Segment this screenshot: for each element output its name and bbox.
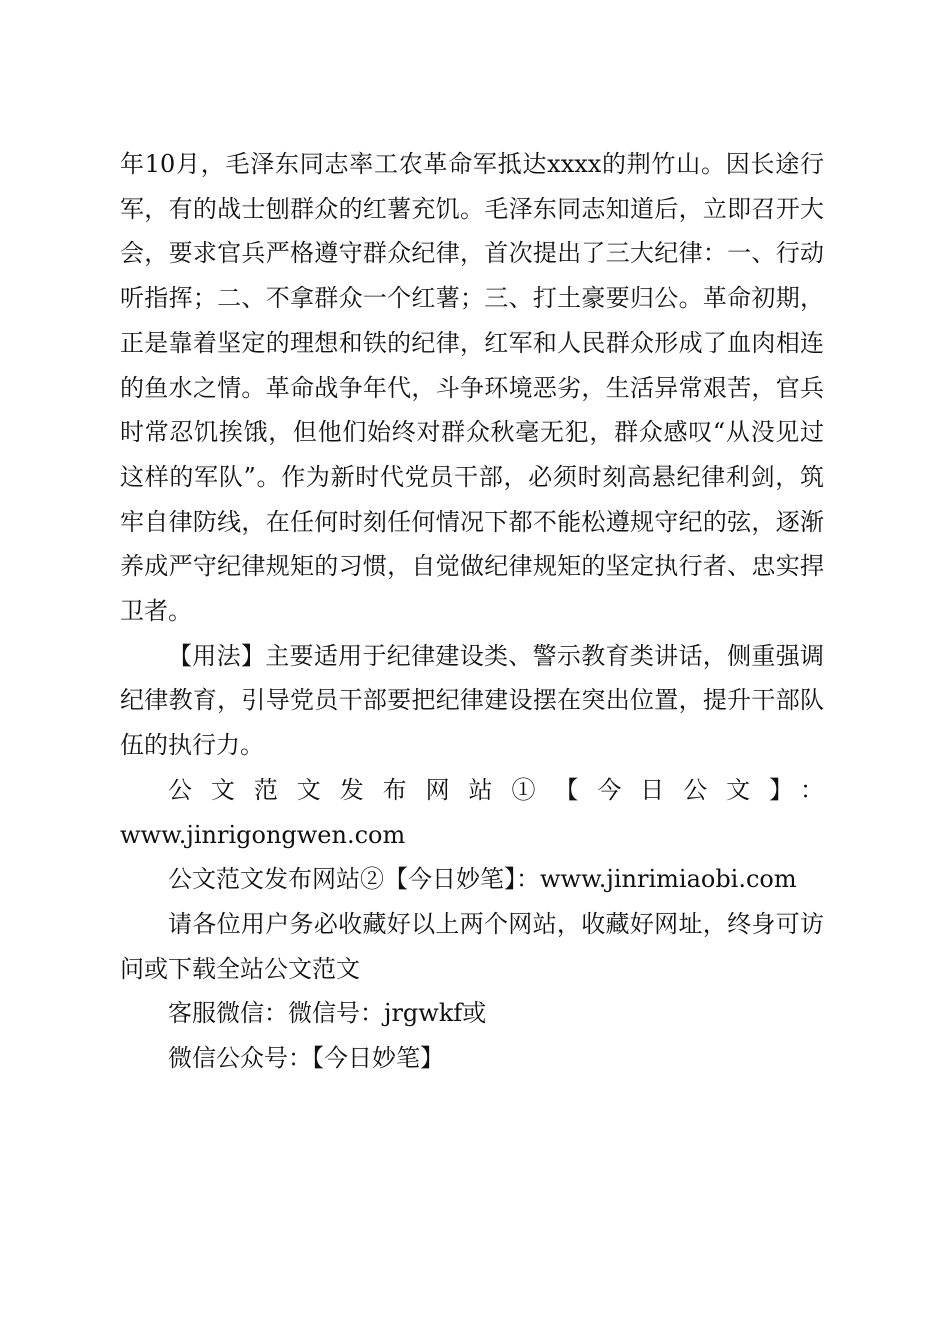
reminder-text: 请各位用户务必收藏好以上两个网站，收藏好网址，终身可访问或下载全站公文范文 — [120, 909, 824, 983]
body-paragraph-discipline-story: 年10月，毛泽东同志率工农革命军抵达xxxx的荆竹山。因长途行军，有的战士刨群众的红薯充饥。毛泽东同志知道后，立即召开大会，要求官兵严格遵守群众纪律，首次提出了三大纪律：一、行动听指挥；二、不拿群众一个红薯；三、打土豪要归公。革命初期，正是靠着坚定的理想和铁的纪律，红军和人民群众形成了血肉相连的鱼水之情。革命战争年代，斗争环境恶劣，生活异常艰苦，官兵时常忍饥挨饿，但他们始终对群众秋毫无犯，群众感叹“从没见过这样的军队”。作为新时代党员干部，必须时刻高悬纪律利剑，筑牢自律防线，在任何时刻任何情况下都不能松遵规守纪的弦，逐渐养成严守纪律规矩的习惯，自觉做纪律规矩的坚定执行者、忠实捍卫者。 — [120, 150, 824, 626]
site2-line[interactable]: 公文范文发布网站②【今日妙笔】：www.jinrimiaobi.com — [168, 865, 797, 894]
site1-label: 公文范文发布网站①【今日公文】： — [168, 775, 824, 804]
document-body — [120, 142, 824, 1081]
public-account: 微信公众号：【今日妙笔】 — [168, 1044, 444, 1073]
service-wechat: 客服微信：微信号：jrgwkf或 — [168, 999, 487, 1028]
site1-url[interactable]: www.jinrigongwen.com — [120, 820, 406, 849]
body-paragraph-usage: 【用法】主要适用于纪律建设类、警示教育类讲话，侧重强调纪律教育，引导党员干部要把纪律建设摆在突出位置，提升干部队伍的执行力。 — [120, 641, 824, 760]
